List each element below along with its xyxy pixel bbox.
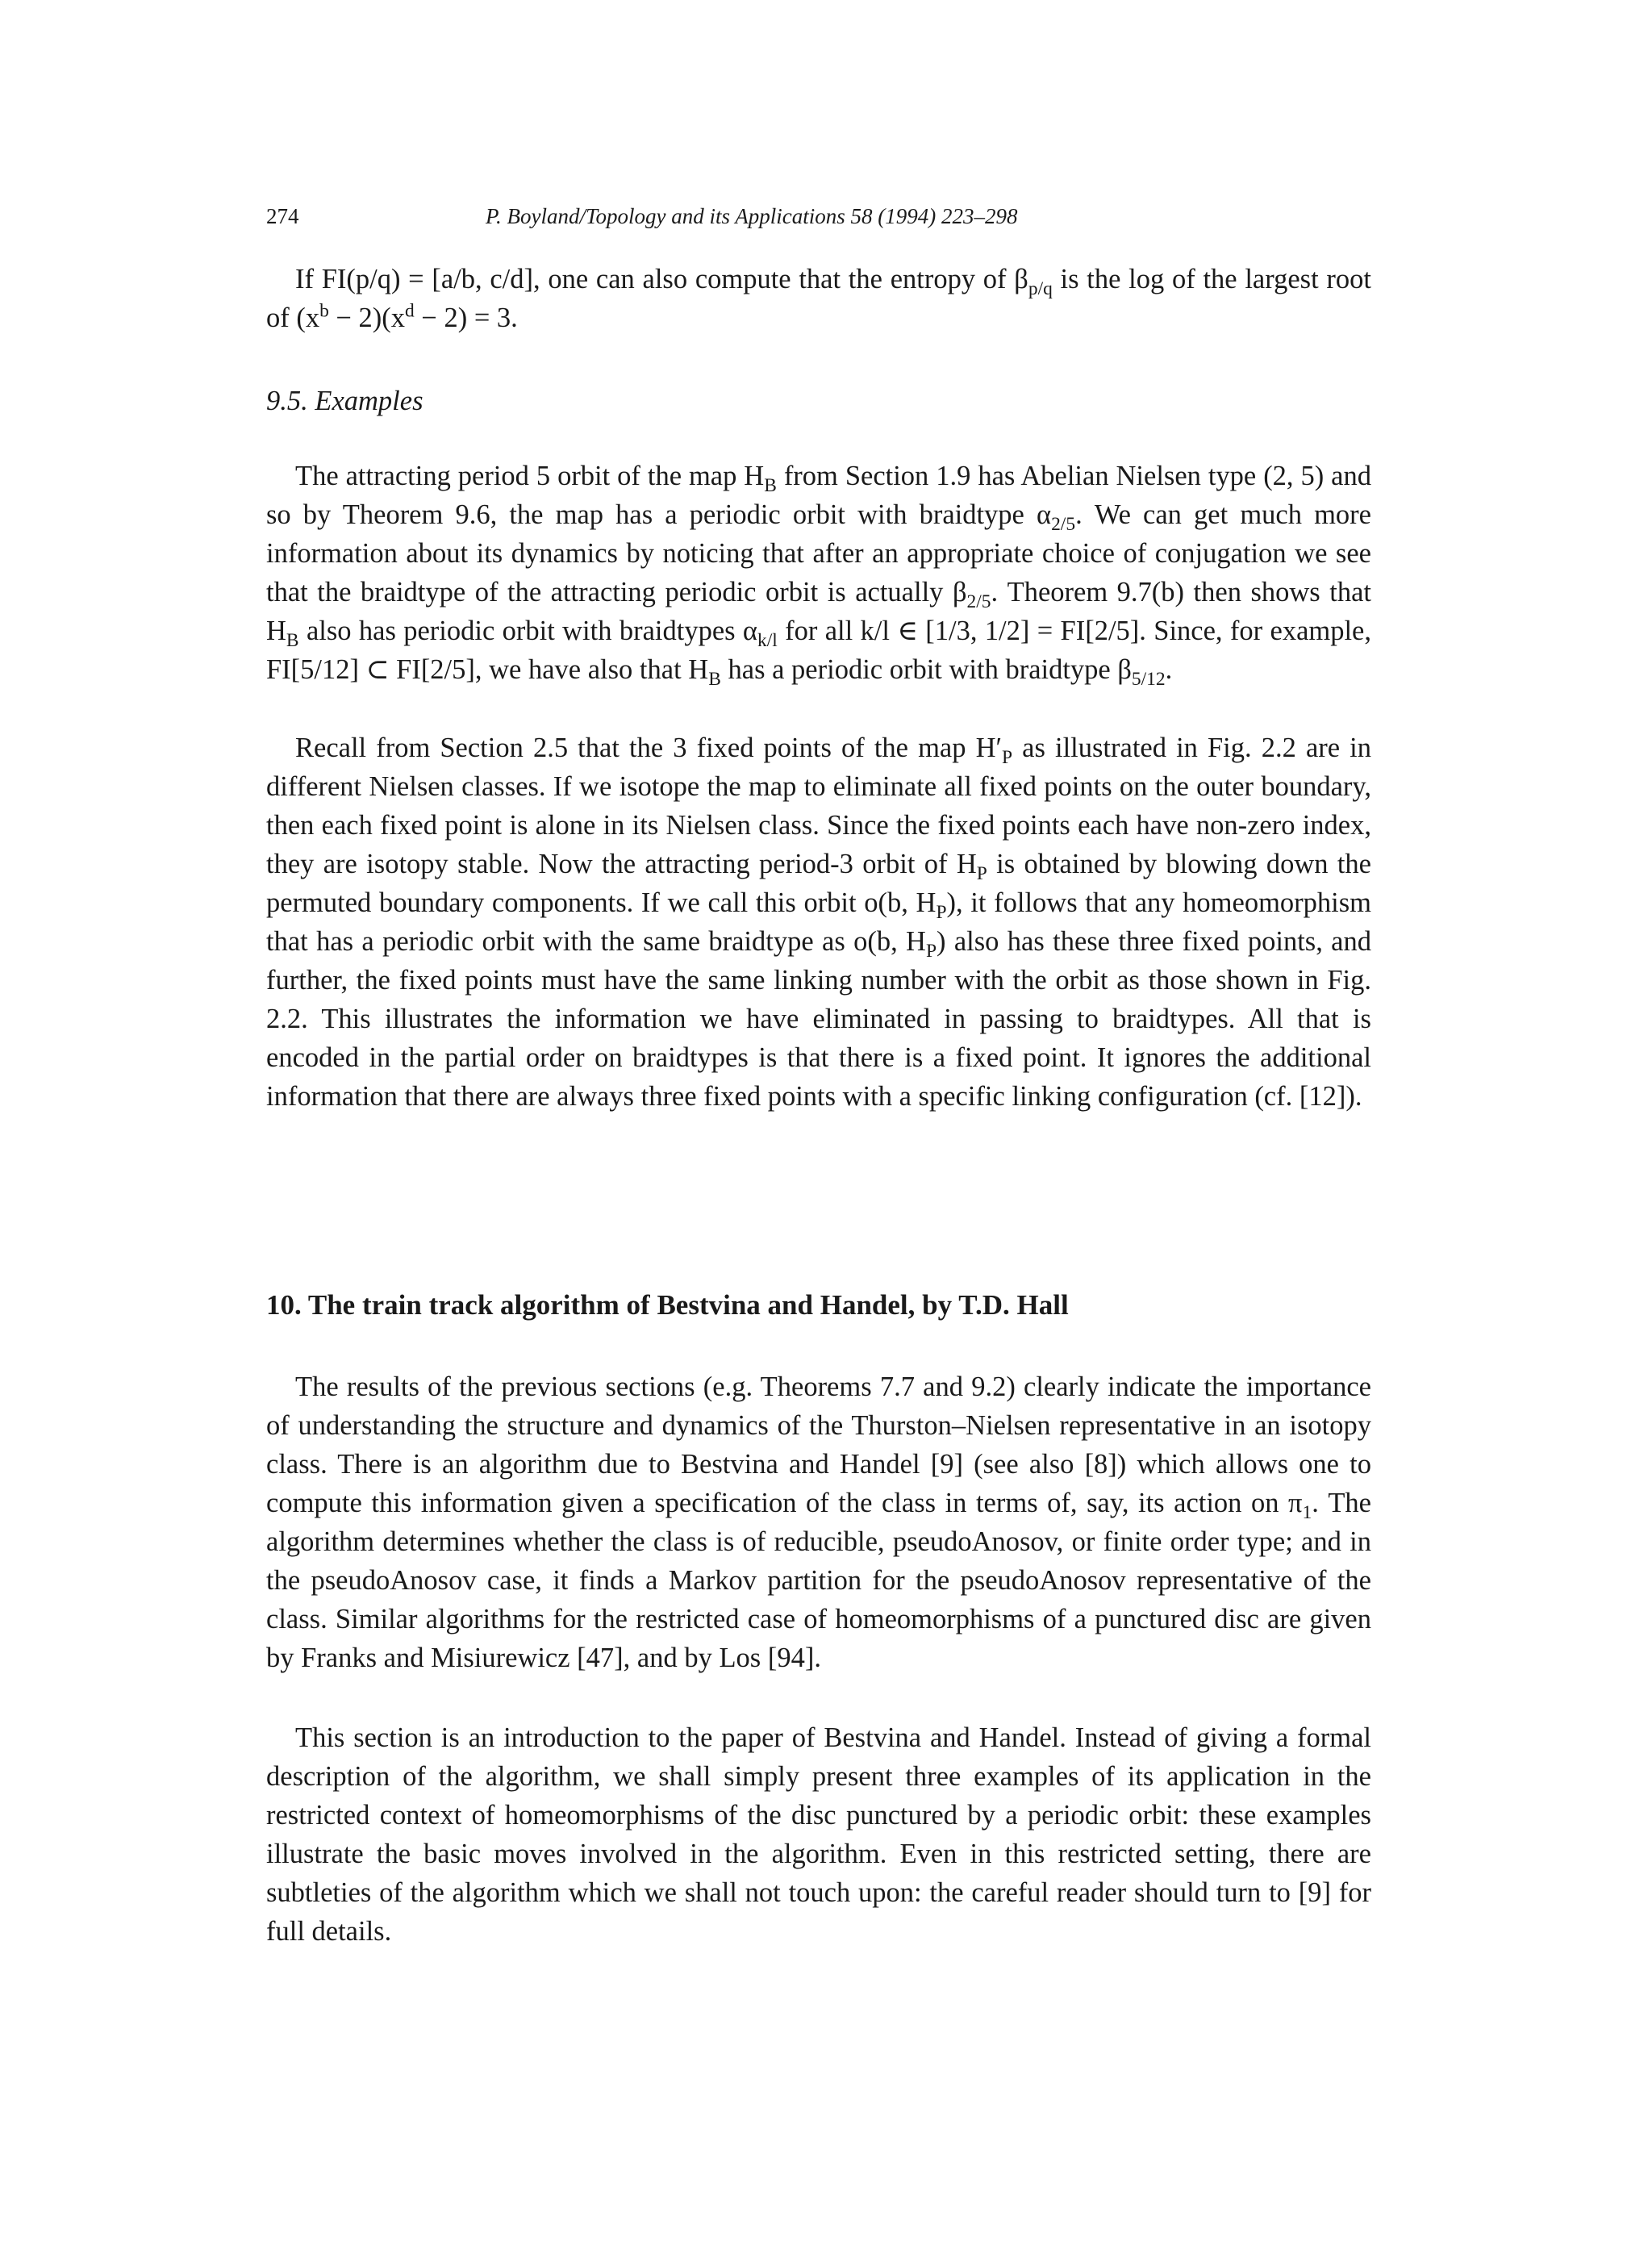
intro-paragraph: If FI(p/q) = [a/b, c/d], one can also compute that the entropy of $\beta_{p/q}$ is the log of the largest root of $(x^b - 2)(x^d - 2) = 3$. xyxy=(266,264,1371,333)
page-number: 274 xyxy=(266,204,299,228)
examples-paragraph-2: Recall from Section 2.5 that the 3 fixed points of the map $H'_P$ as illustrated in Fig. 2.2 are in different Nielsen classes. If we isotope the map to eliminate all fixed points on the outer boundary, then each fixed point is alone in its Nielsen class. Since the fixed points each have non-zero index, they are isotopy stable. Now the attracting period-3 orbit of $H_P$ is obtained by blowing down the permuted boundary components. If we call this orbit o(b, $H_P$), it follows that any homeomorphism that has a periodic orbit with the same braidtype as o(b, $H_P$) also has these three fixed points, and further, the fixed points must have the same linking number with the orbit as those shown in Fig. 2.2. This illustrates the information we have eliminated in passing to braidtypes. All that is encoded in the partial order on braidtypes is that there is a fixed point. It ignores the additional information that there are always three fixed points with a specific linking configuration (cf. [12]). xyxy=(266,733,1371,1112)
subsection-title: 9.5. Examples xyxy=(266,386,423,416)
section-paragraph-1: The results of the previous sections (e.g. Theorems 7.7 and 9.2) clearly indicate the importance of understanding the structure and dynamics of the Thurston–Nielsen representative in an isotopy class. There is an algorithm due to Bestvina and Handel [9] (see also [8]) which allows one to compute this information given a specification of the class in terms of, say, its action on $\pi_1$. The algorithm determines whether the class is of reducible, pseudoAnosov, or finite order type; and in the pseudoAnosov case, it finds a Markov partition for the pseudoAnosov representative of the class. Similar algorithms for the restricted case of homeomorphisms of a punctured disc are given by Franks and Misiurewicz [47], and by Los [94]. xyxy=(266,1371,1371,1673)
section-title: 10. The train track algorithm of Bestvina and Handel, by T.D. Hall xyxy=(266,1289,1069,1321)
section-paragraph-2: This section is an introduction to the paper of Bestvina and Handel. Instead of giving a formal description of the algorithm, we shall simply present three examples of its application in the restricted context of homeomorphisms of the disc punctured by a periodic orbit: these examples illustrate the basic moves involved in the algorithm. Even in this restricted setting, there are subtleties of the algorithm which we shall not touch upon: the careful reader should turn to [9] for full details. xyxy=(266,1722,1371,1947)
running-head: P. Boyland/Topology and its Applications 58 (1994) 223–298 xyxy=(486,204,1018,228)
examples-paragraph-1: The attracting period 5 orbit of the map $H_B$ from Section 1.9 has Abelian Nielsen type (2, 5) and so by Theorem 9.6, the map has a periodic orbit with braidtype $\alpha_{2/5}$. We can get much more information about its dynamics by noticing that after an appropriate choice of conjugation we see that the braidtype of the attracting periodic orbit is actually $\beta_{2/5}$. Theorem 9.7(b) then shows that $H_B$ also has periodic orbit with braidtypes $\alpha_{k/l}$ for all k/l ∈ [1/3, 1/2] = FI[2/5]. Since, for example, FI[5/12] ⊂ FI[2/5], we have also that $H_B$ has a periodic orbit with braidtype $\beta_{5/12}$. xyxy=(266,461,1371,690)
